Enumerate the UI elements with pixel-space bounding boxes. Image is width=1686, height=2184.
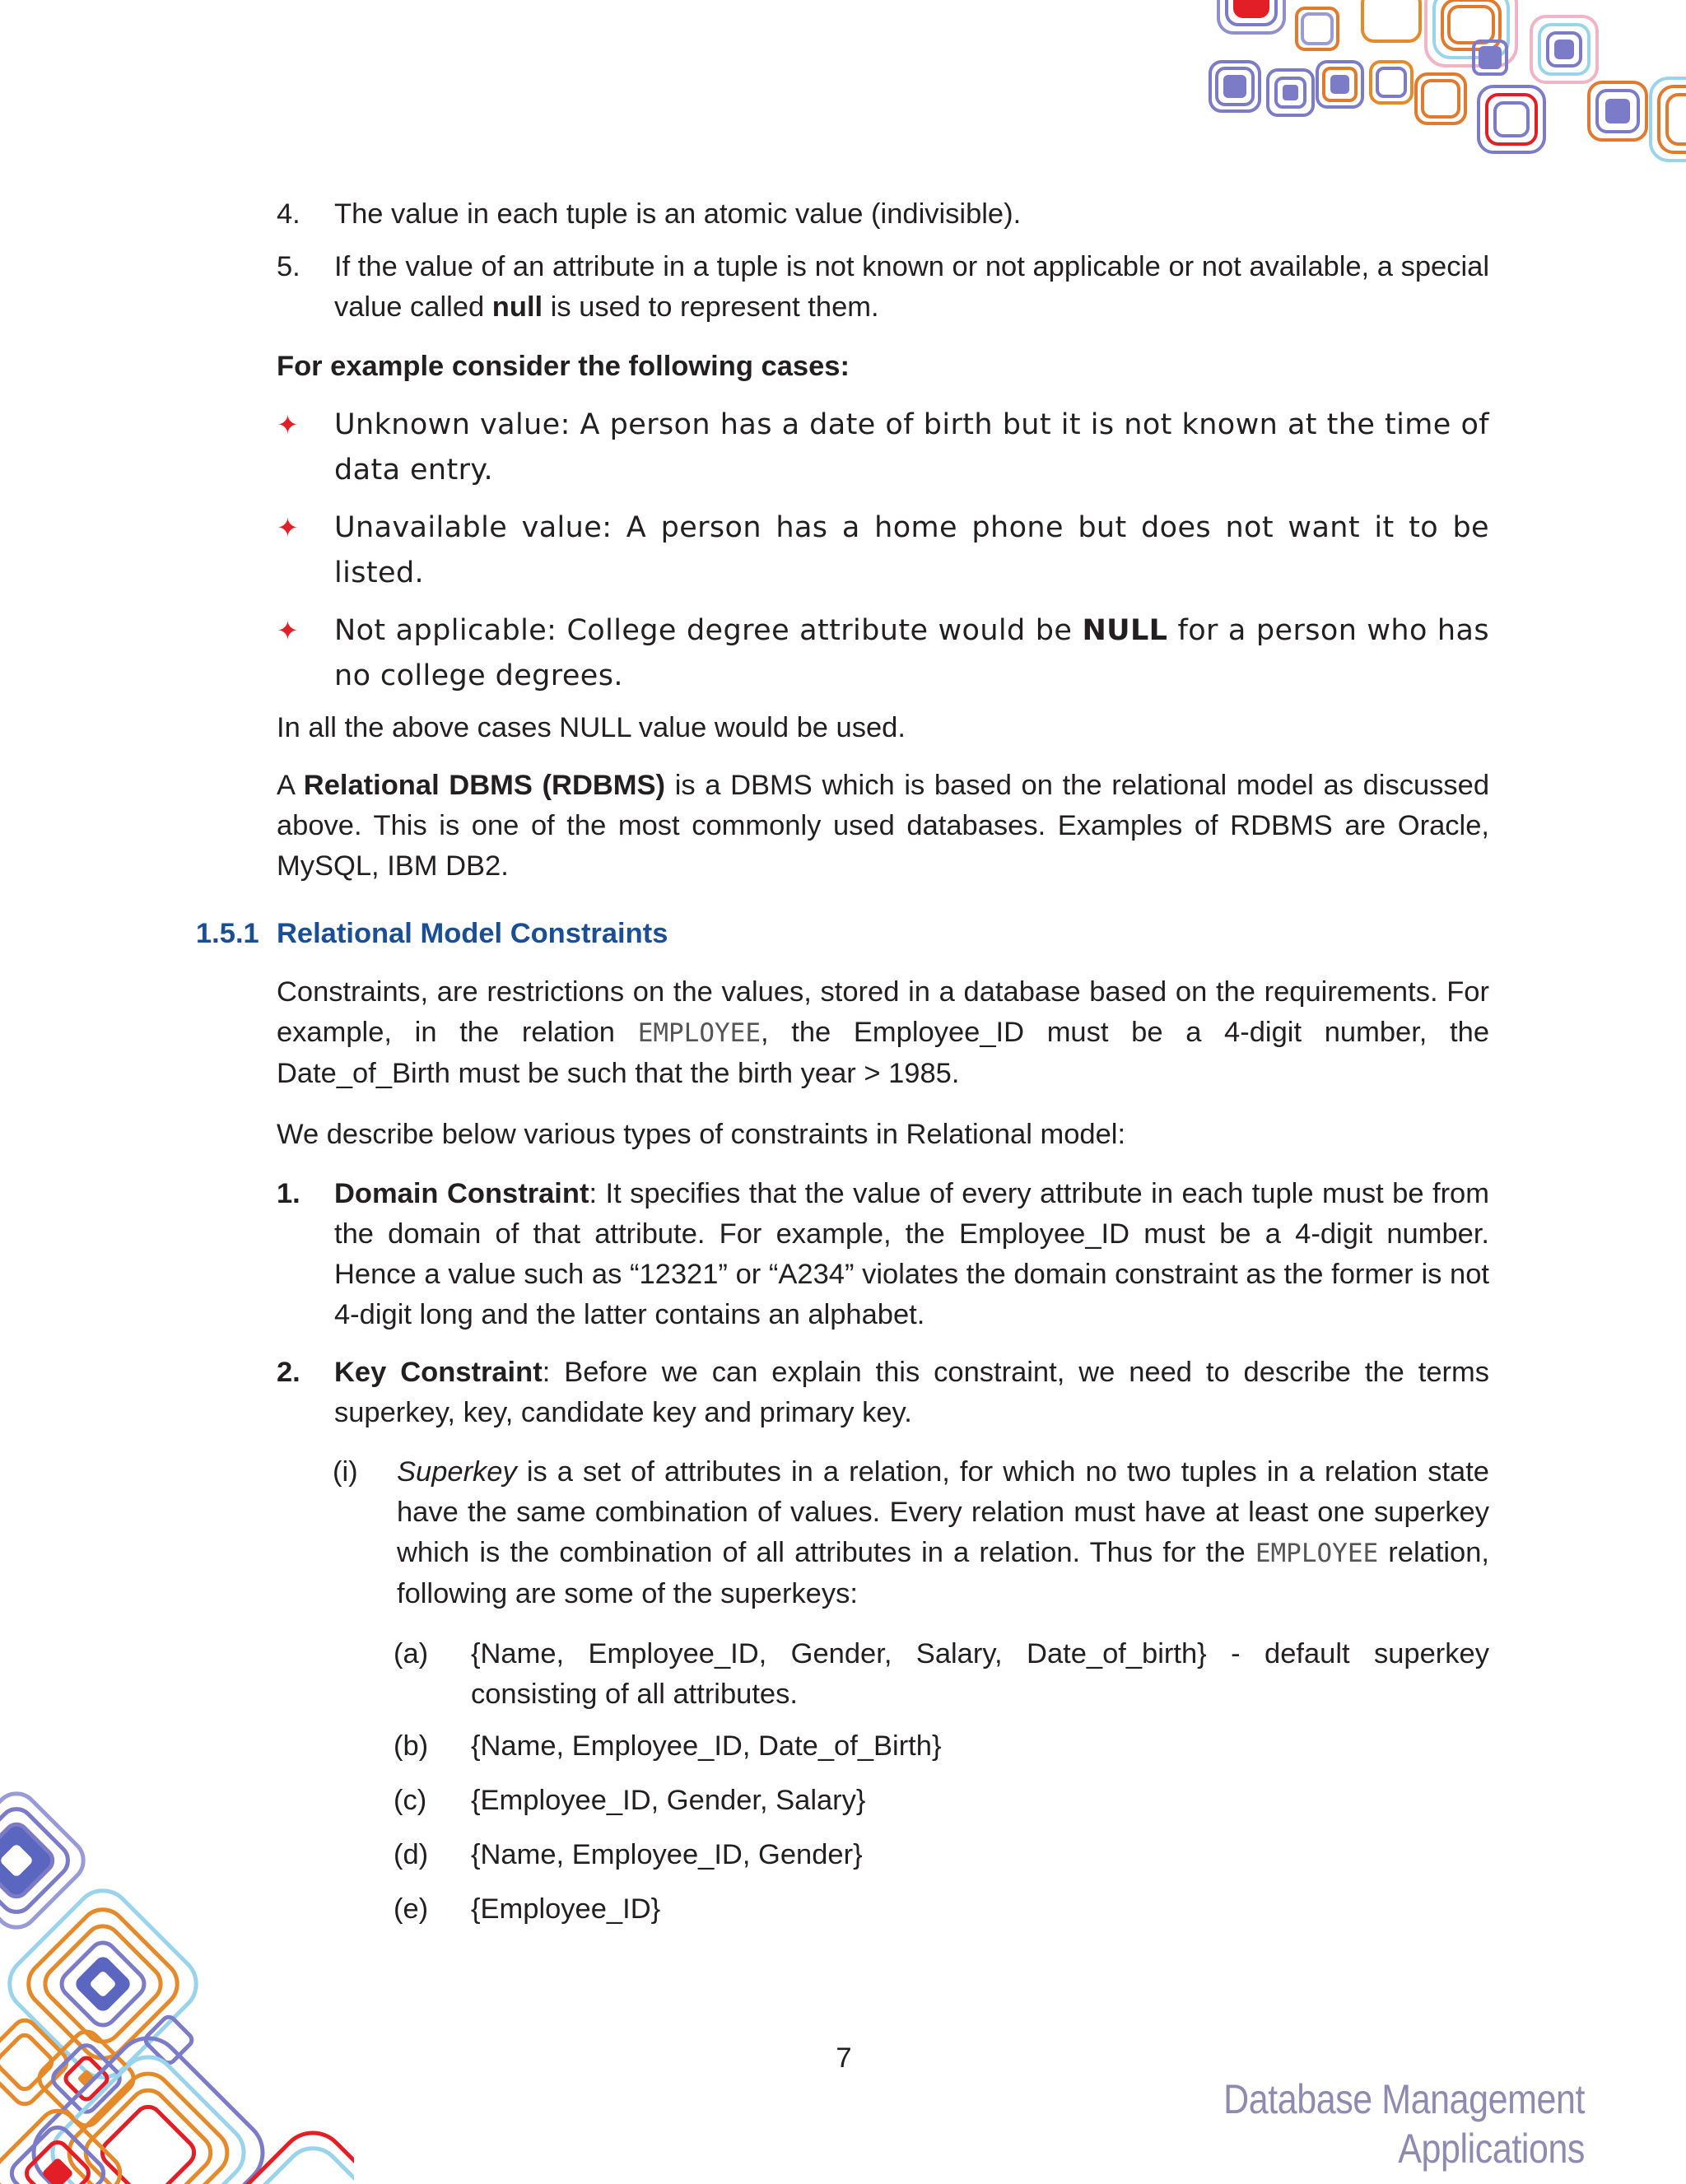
superkey-item-b: (b) {Name, Employee_ID, Date_of_Birth} — [394, 1726, 1489, 1767]
decorative-diamonds-bottom — [0, 1786, 354, 2184]
item-label: (c) — [394, 1785, 427, 1816]
constraint-term: Key Constraint — [334, 1357, 543, 1388]
item-label: (b) — [394, 1730, 429, 1762]
list-item-5 — [277, 247, 1489, 328]
example-heading: For example consider the following cases: — [277, 351, 850, 382]
case-unknown-value: ✦ Unknown value: A person has a date of birth but it is not known at the time of data entry. — [277, 403, 1489, 493]
item-label: (a) — [394, 1638, 429, 1669]
domain-constraint-item: 1. Domain Constraint: It specifies that the value of every attribute in each tuple must be from the domain of that attribute. For example, the Employee_ID must be a 4-digit number. Hence a value such as “12321” or “A234” violates the domain constraint as the former is not 4-digit long and the latter contains an alphabet. — [277, 1174, 1489, 1335]
list-item-text: The value in each tuple is an atomic value (indivisible). — [334, 198, 1022, 230]
superkey-term: Superkey — [397, 1456, 517, 1488]
null-keyword: null — [491, 291, 543, 323]
section-number: 1.5.1 — [196, 918, 259, 949]
item-label: (e) — [394, 1893, 429, 1925]
list-item-text: If the value of an attribute in a tuple is not known or not applicable or not available, a special value called null is used to represent them. — [334, 251, 1489, 323]
constraint-types-intro: We describe below various types of constraints in Relational model: — [277, 1119, 1126, 1150]
list-number: 4. — [277, 198, 300, 230]
key-constraint-item: 2. Key Constraint: Before we can explain this constraint, we need to describe the terms superkey, key, candidate key and primary key. — [277, 1353, 1489, 1433]
case-unavailable-value: ✦ Unavailable value: A person has a home phone but does not want it to be listed. — [277, 505, 1489, 596]
item-label: (d) — [394, 1839, 429, 1870]
sublist-number: (i) — [333, 1456, 358, 1488]
section-heading — [196, 914, 668, 954]
constraints-paragraph: Constraints, are restrictions on the values, stored in a database based on the requirements. For example, in the relation EMPLOYEE, the Employee_ID must be a 4-digit number, the Date_of_Birth must be such that the birth year > 1985. — [277, 976, 1490, 1089]
superkey-item-c: (c) {Employee_ID, Gender, Salary} — [394, 1781, 1489, 1821]
superkey-item-a: (a) {Name, Employee_ID, Gender, Salary, Date_of_birth} - default superkey consisting of all attributes. — [394, 1634, 1489, 1715]
superkey-item-e: (e) {Employee_ID} — [394, 1889, 1489, 1930]
relation-name: EMPLOYEE — [1255, 1539, 1379, 1568]
case-not-applicable: ✦ Not applicable: College degree attribute would be NULL for a person who has no college degrees. — [277, 608, 1489, 699]
star-bullet-icon: ✦ — [277, 615, 300, 646]
list-item-4 — [277, 194, 1489, 235]
null-note: In all the above cases NULL value would be used. — [277, 712, 906, 743]
constraint-term: Domain Constraint — [334, 1178, 589, 1209]
footer-book-title: Database Management Applications — [1223, 2076, 1585, 2172]
list-number: 5. — [277, 251, 300, 282]
list-number: 1. — [277, 1178, 300, 1209]
star-bullet-icon: ✦ — [277, 512, 300, 543]
relation-name: EMPLOYEE — [637, 1018, 761, 1048]
star-bullet-icon: ✦ — [277, 409, 300, 440]
superkey-item-d: (d) {Name, Employee_ID, Gender} — [394, 1835, 1489, 1875]
section-title: Relational Model Constraints — [277, 918, 668, 949]
rdbms-term: Relational DBMS (RDBMS) — [303, 770, 666, 801]
page-number: 7 — [836, 2042, 852, 2074]
rdbms-paragraph: A Relational DBMS (RDBMS) is a DBMS which is based on the relational model as discussed above. This is one of the most commonly used databases. Examples of RDBMS are Oracle, MySQL, IBM DB2. — [277, 770, 1490, 882]
null-keyword: NULL — [1082, 614, 1168, 647]
decorative-squares-top — [1202, 0, 1686, 165]
superkey-definition: (i) Superkey is a set of attributes in a relation, for which no two tuples in a relation state have the same combination of values. Every relation must have at least one superkey which is the combination of all attributes in a relation. Thus for the EMPLOYEE relation, following are some of the superkeys: — [333, 1452, 1489, 1614]
list-number: 2. — [277, 1357, 300, 1388]
